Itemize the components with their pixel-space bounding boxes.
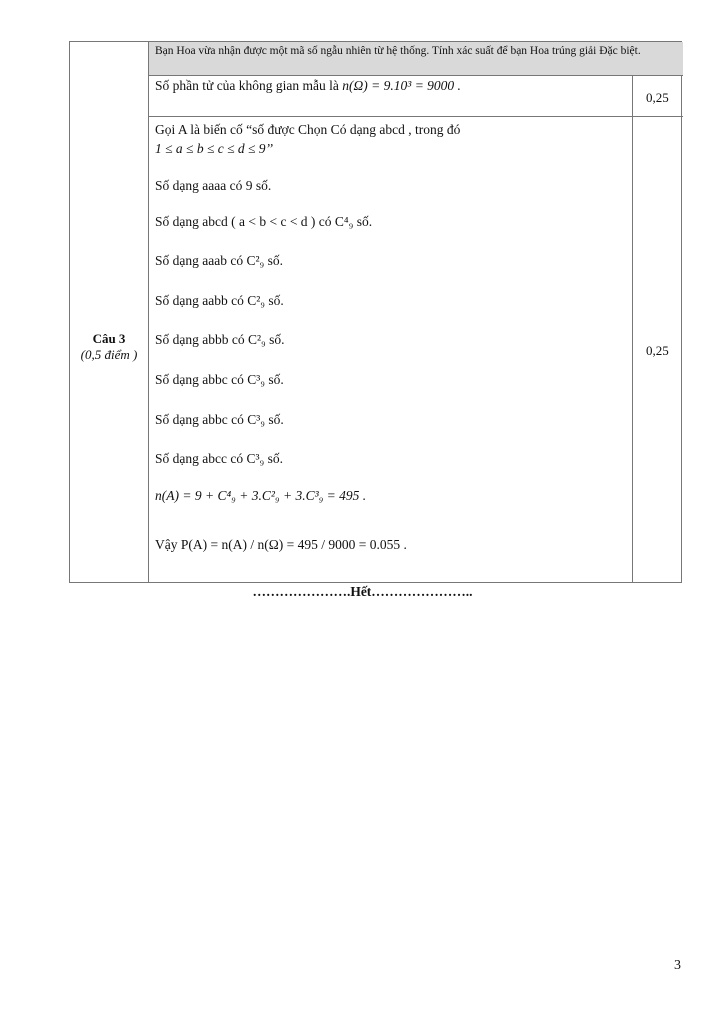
case-line: Số dạng aaaa có 9 số. [155, 178, 272, 193]
column-divider [148, 42, 149, 582]
question-points: (0,5 điểm ) [80, 347, 138, 362]
answer-table [69, 41, 682, 583]
event-condition: 1 ≤ a ≤ b ≤ c ≤ d ≤ 9’’ [155, 141, 274, 156]
case-line: Số dạng abcd ( a < b < c < d ) có C⁴₉ số. [155, 214, 373, 229]
sum-formula: n(A) = 9 + C⁴₉ + 3.C²₉ + 3.C³₉ = 495 . [155, 488, 367, 503]
conclusion-formula: Vậy P(A) = n(A) / n(Ω) = 495 / 9000 = 0.055 . [155, 537, 407, 552]
sample-space-line [155, 78, 461, 94]
score-row-2: 0,25 [646, 343, 669, 358]
question-label: Câu 3 [92, 331, 126, 346]
page-number: 3 [674, 958, 681, 973]
question-header: Bạn Hoa vừa nhận được một mã số ngẫu nhiên từ hệ thống. Tính xác suất để bạn Hoa trúng giải Đặc biệt. [149, 42, 683, 75]
case-line: Số dạng abcc có C³₉ số. [155, 451, 283, 466]
question-label-cell [70, 331, 148, 363]
row-divider [149, 116, 683, 117]
case-line: Số dạng abbc có C³₉ số. [155, 412, 284, 427]
sample-space-formula: n(Ω) = 9.10³ = 9000 . [342, 78, 461, 93]
score-row-1: 0,25 [646, 90, 669, 105]
case-line: Số dạng abbc có C³₉ số. [155, 372, 284, 387]
case-line: Số dạng abbb có C²₉ số. [155, 332, 285, 347]
end-marker: ………………….Hết………………….. [252, 584, 473, 599]
row-divider [149, 75, 683, 76]
case-line: Số dạng aabb có C²₉ số. [155, 293, 284, 308]
case-line: Số dạng aaab có C²₉ số. [155, 253, 283, 268]
event-definition: Gọi A là biến cố “số được Chọn Có dạng abcd , trong đó [155, 122, 461, 137]
column-divider [632, 42, 633, 582]
sample-space-text: Số phần tử của không gian mẫu là [155, 78, 339, 93]
